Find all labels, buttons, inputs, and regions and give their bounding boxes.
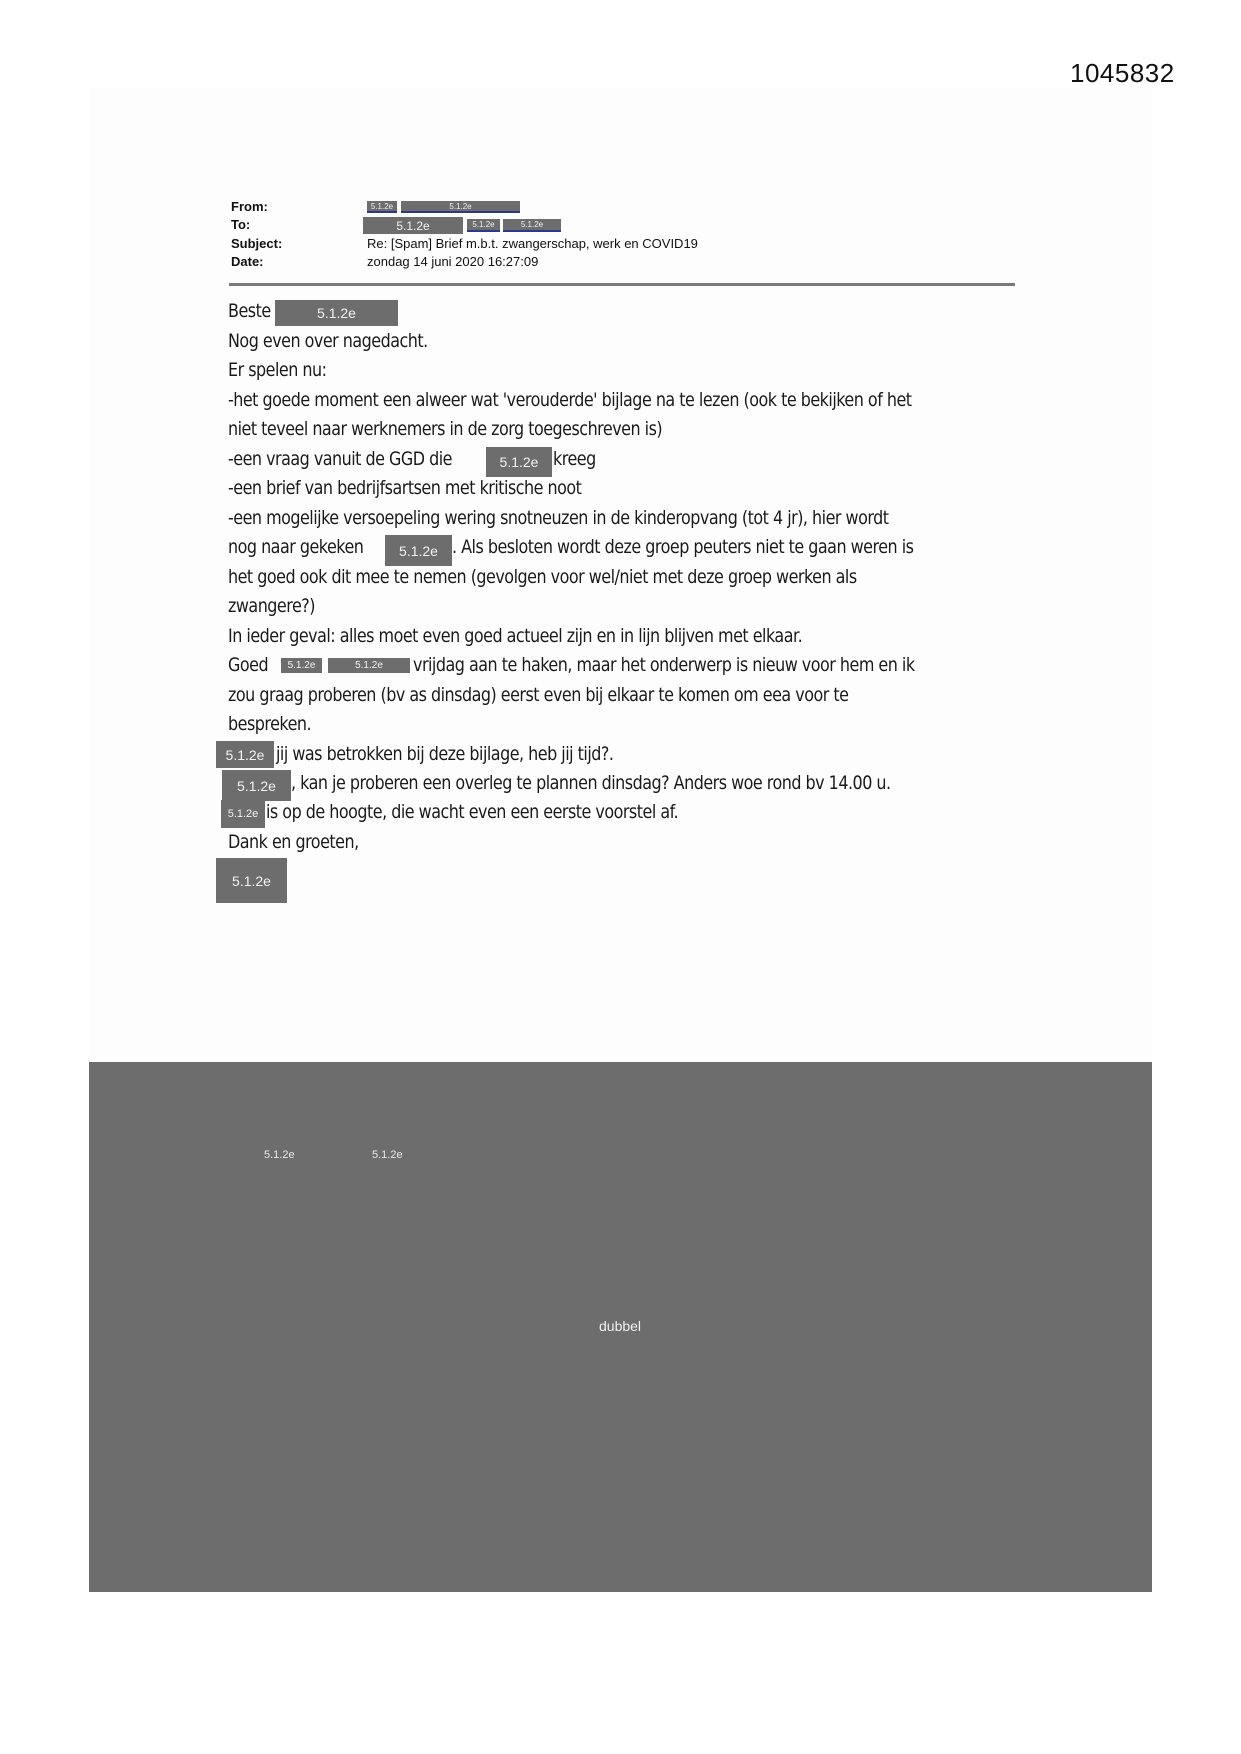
redacted-block-label-1: 5.1.2e xyxy=(264,1149,295,1161)
line16-redaction: 5.1.2e xyxy=(222,770,291,801)
subject-label: Subject: xyxy=(231,236,283,251)
date-label: Date: xyxy=(231,254,264,269)
body-line-4: niet teveel naar werknemers in de zorg toegeschreven is) xyxy=(228,418,663,440)
body-line-6: -een brief van bedrijfsartsen met kritische noot xyxy=(228,477,582,499)
body-line-17: is op de hoogte, die wacht even een eerste voorstel af. xyxy=(266,801,679,823)
body-line-13: zou graag proberen (bv as dinsdag) eerst even bij elkaar te komen om eea voor te xyxy=(228,684,849,706)
to-redaction-3: 5.1.2e xyxy=(503,219,561,232)
body-line-12-pre: Goed xyxy=(228,654,269,676)
line17-redaction: 5.1.2e xyxy=(221,800,265,828)
to-label: To: xyxy=(231,217,251,232)
body-line-10: zwangere?) xyxy=(228,595,315,617)
body-line-9: het goed ook dit mee te nemen (gevolgen voor wel/niet met deze groep werken als xyxy=(228,566,857,588)
redacted-block-label-2: 5.1.2e xyxy=(372,1149,403,1161)
signature-redaction: 5.1.2e xyxy=(216,858,287,903)
greeting-redaction: 5.1.2e xyxy=(275,300,398,326)
redaction-reason: dubbel xyxy=(599,1318,642,1334)
body-line-15: jij was betrokken bij deze bijlage, heb jij tijd?. xyxy=(276,743,614,765)
body-line-5-pre: -een vraag vanuit de GGD die xyxy=(228,448,452,470)
closing: Dank en groeten, xyxy=(228,831,359,853)
date-value: zondag 14 juni 2020 16:27:09 xyxy=(367,254,539,269)
from-label: From: xyxy=(231,199,268,214)
body-line-14: bespreken. xyxy=(228,713,312,735)
gekeken-redaction: 5.1.2e xyxy=(385,535,452,566)
body-line-5-post: kreeg xyxy=(553,448,596,470)
subject-value: Re: [Spam] Brief m.b.t. zwangerschap, werk en COVID19 xyxy=(367,236,698,251)
line15-redaction: 5.1.2e xyxy=(216,741,274,768)
body-line-12-post: vrijdag aan te haken, maar het onderwerp is nieuw voor hem en ik xyxy=(413,654,915,676)
from-redaction-2: 5.1.2e xyxy=(401,201,520,213)
greeting: Beste xyxy=(228,300,271,322)
document-number: 1045832 xyxy=(1070,58,1175,88)
body-line-8-pre: nog naar gekeken xyxy=(228,536,364,558)
body-line-2: Er spelen nu: xyxy=(228,359,327,381)
body-line-1: Nog even over nagedacht. xyxy=(228,330,428,352)
goed-redaction-2: 5.1.2e xyxy=(328,658,410,673)
to-redaction-2: 5.1.2e xyxy=(467,219,500,232)
from-redaction-1: 5.1.2e xyxy=(367,201,397,213)
body-line-7: -een mogelijke versoepeling wering snotneuzen in de kinderopvang (tot 4 jr), hier wordt xyxy=(228,507,889,529)
body-line-8-post: . Als besloten wordt deze groep peuters niet te gaan weren is xyxy=(452,536,914,558)
goed-redaction-1: 5.1.2e xyxy=(281,658,322,673)
header-divider xyxy=(229,283,1015,286)
body-line-3: -het goede moment een alweer wat 'verouderde' bijlage na te lezen (ook te bekijken of het xyxy=(228,389,912,411)
body-line-16: , kan je proberen een overleg te plannen dinsdag? Anders woe rond bv 14.00 u. xyxy=(291,772,891,794)
body-line-11: In ieder geval: alles moet even goed actueel zijn en in lijn blijven met elkaar. xyxy=(228,625,803,647)
to-redaction-1: 5.1.2e xyxy=(363,217,463,234)
ggd-redaction: 5.1.2e xyxy=(486,447,552,477)
